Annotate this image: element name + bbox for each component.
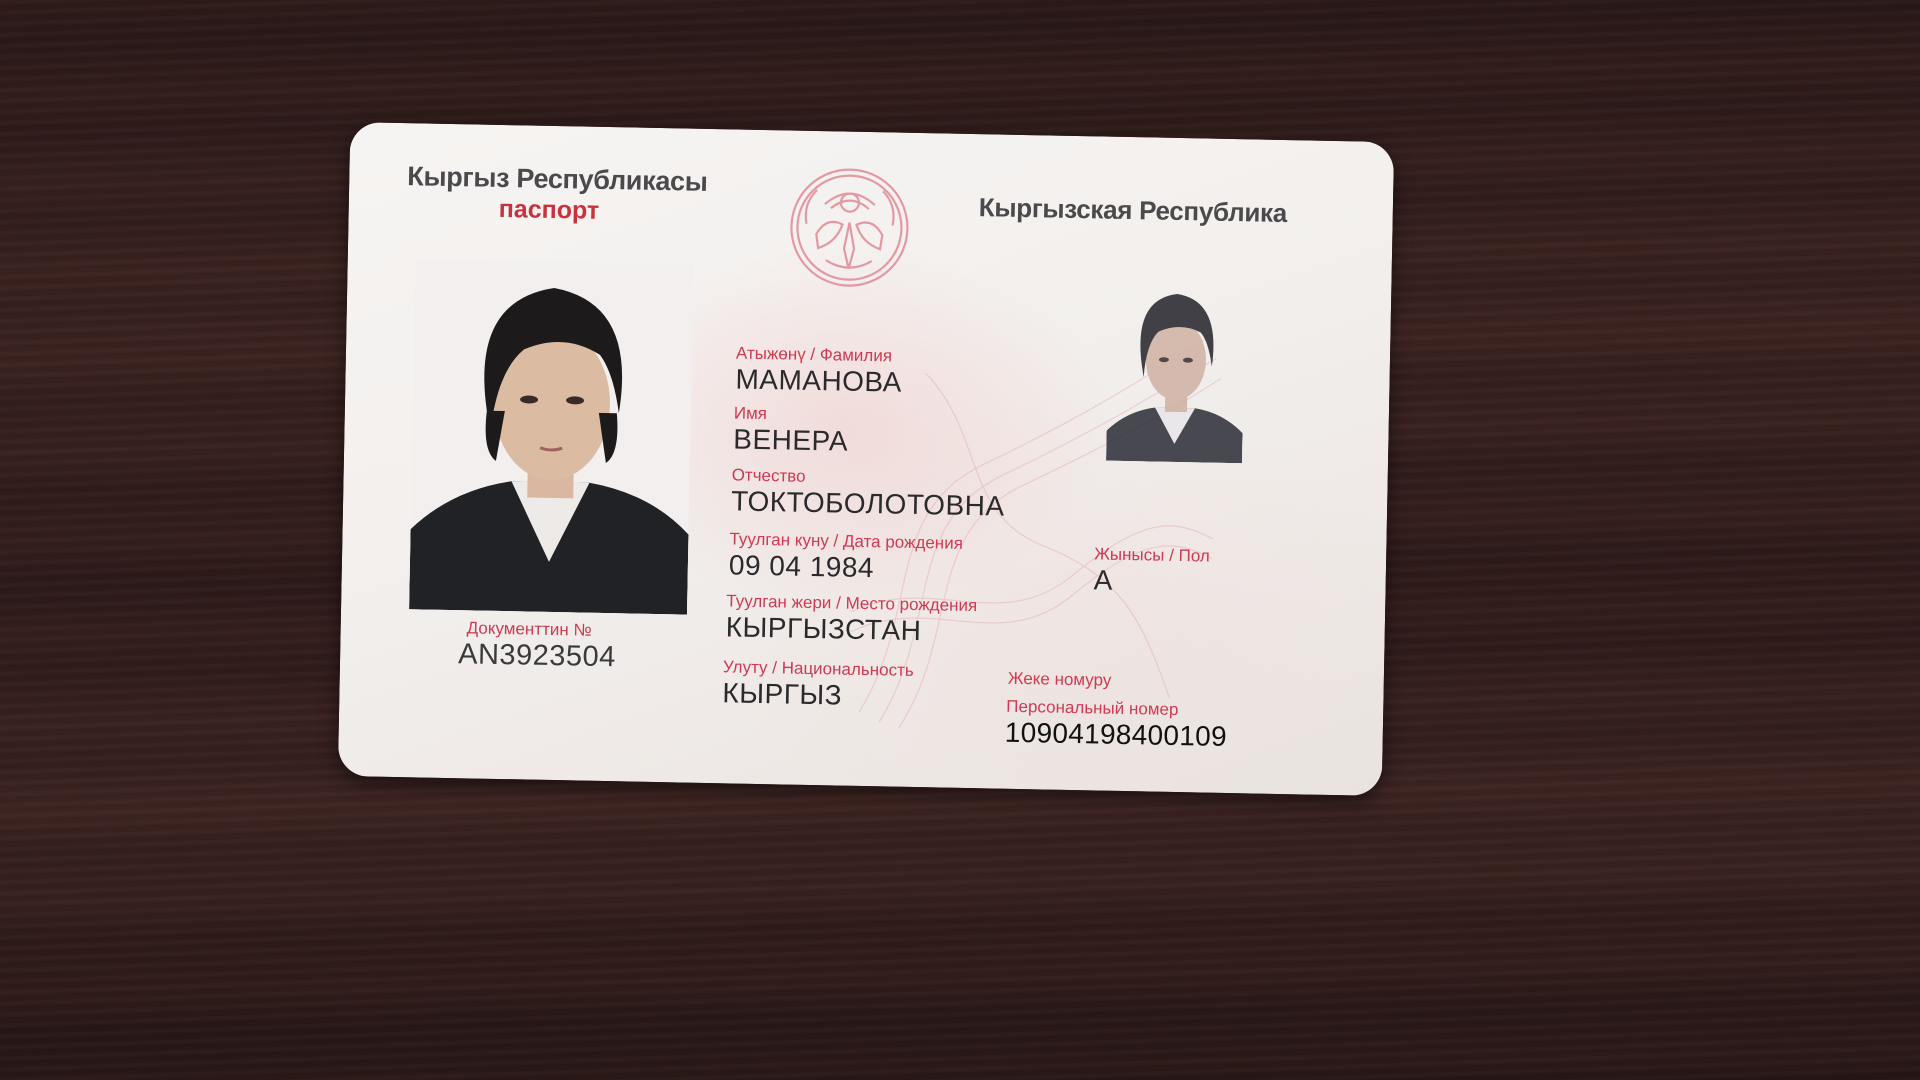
surname-label: Атыжөнү / Фамилия (735, 343, 893, 366)
place-of-birth-value: КЫРГЫЗСТАН (725, 611, 922, 647)
personal-number-label-ru: Персональный номер (1006, 696, 1179, 720)
passport-id-card (338, 122, 1394, 796)
ghost-photo (1106, 285, 1245, 464)
nationality-label: Улуту / Национальность (722, 657, 914, 680)
date-of-birth-label: Туулган куну / Дата рождения (729, 529, 964, 553)
document-number-value: AN3923504 (457, 638, 617, 674)
header-passport-subtitle: паспорт (498, 194, 600, 225)
personal-number-label-ky: Жеке номуру (1007, 668, 1112, 690)
header-left-title: Кыргыз Республикасы (407, 161, 708, 197)
surname-value: МАМАНОВА (735, 363, 903, 398)
sex-label: Жынысы / Пол (1094, 544, 1211, 566)
sex-value: А (1093, 564, 1114, 596)
nationality-value: КЫРГЫЗ (722, 677, 843, 711)
patronymic-label: Отчество (731, 465, 806, 486)
document-number-label: Документтин № (466, 618, 592, 640)
personal-number-value: 10904198400109 (1004, 716, 1228, 752)
name-label: Имя (733, 403, 768, 424)
header-right-title: Кыргызская Республика (978, 192, 1288, 229)
name-value: ВЕНЕРА (733, 423, 849, 457)
patronymic-value: ТОКТОБОЛОТОВНА (730, 485, 1005, 522)
place-of-birth-label: Туулган жери / Место рождения (726, 591, 978, 616)
date-of-birth-value: 09 04 1984 (728, 549, 875, 584)
state-emblem-icon (785, 163, 913, 291)
holder-photo (409, 259, 694, 614)
